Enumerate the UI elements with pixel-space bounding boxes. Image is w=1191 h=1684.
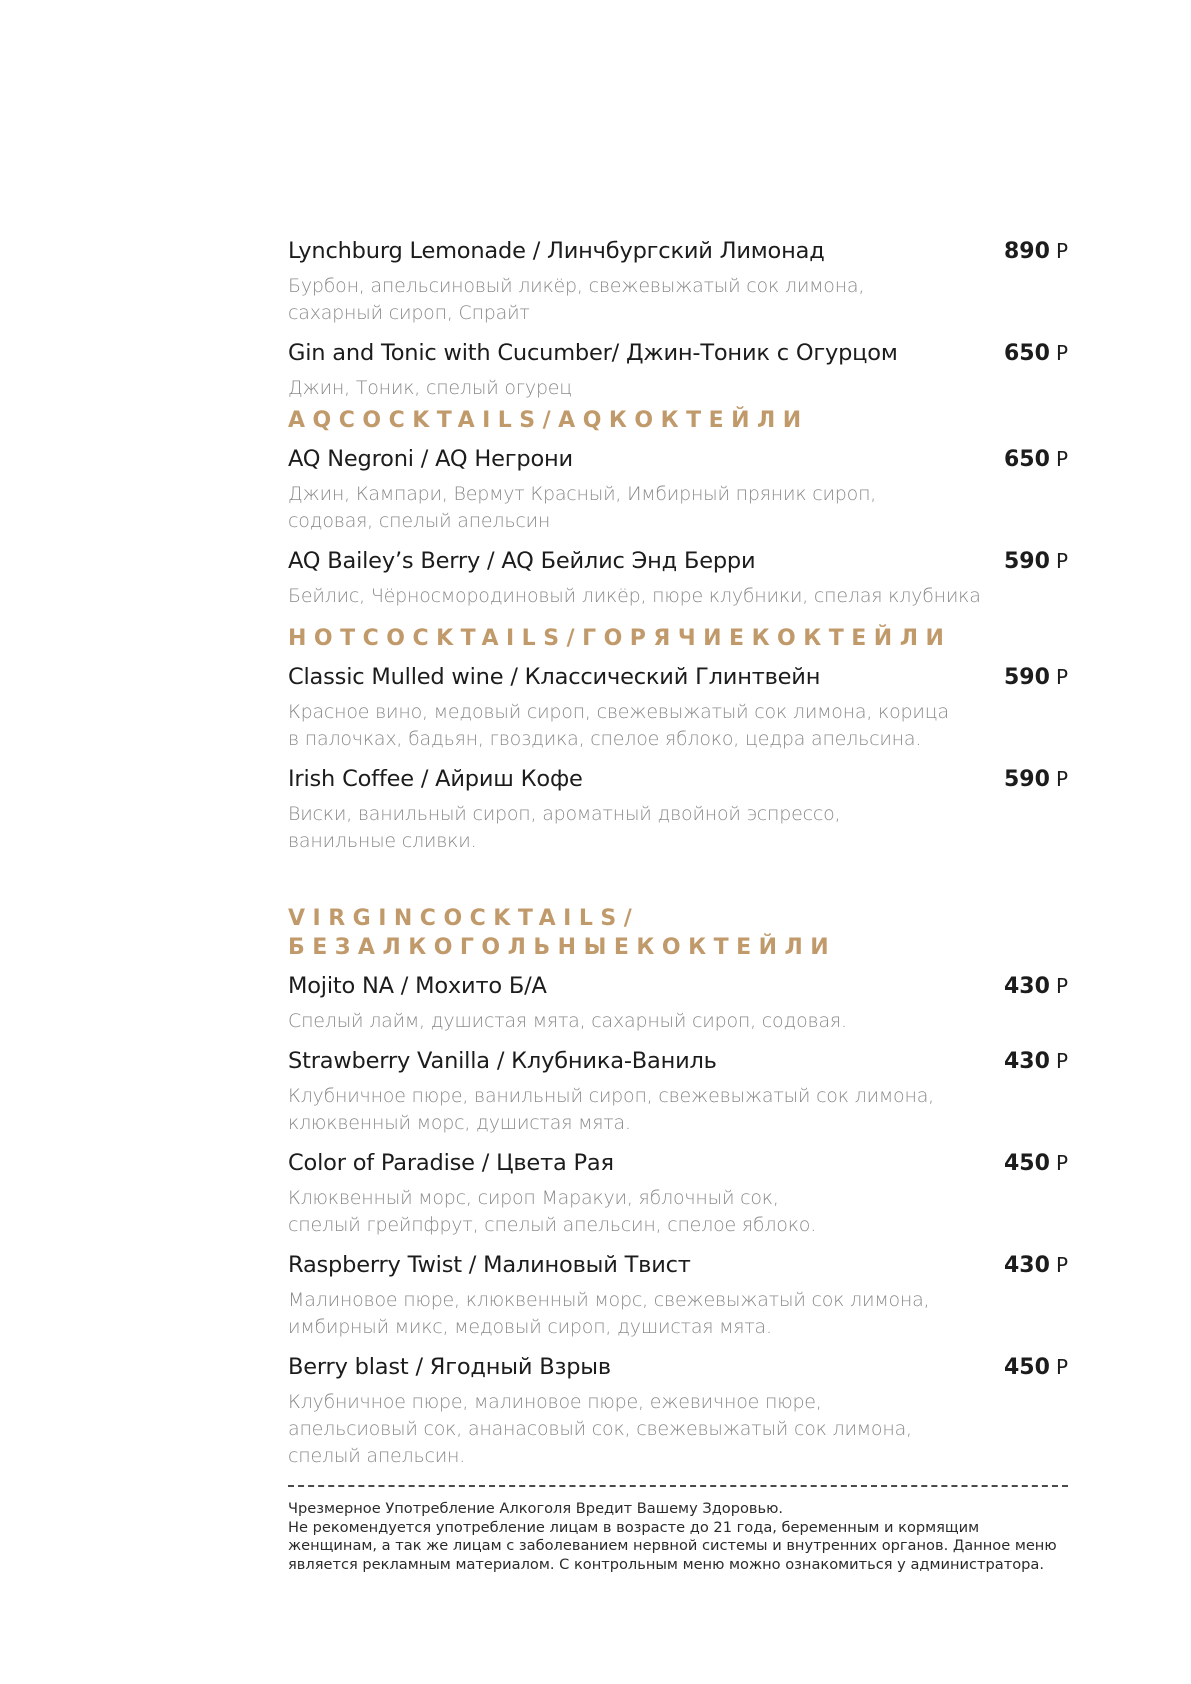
item-name: Lynchburg Lemonade / Линчбургский Лимонад (288, 238, 825, 264)
price-amount: 590 (1004, 665, 1050, 690)
disclaimer-line: является рекламным материалом. С контрольным меню можно ознакомиться у администратора. (288, 1555, 1045, 1573)
item-name: Color of Paradise / Цвета Рая (288, 1150, 614, 1176)
description-line: Джин, Тоник, спелый огурец (288, 377, 573, 399)
description-line: Клюквенный морс, сироп Маракуи, яблочный сок, (288, 1187, 779, 1209)
item-description (288, 1008, 1068, 1035)
section-title-line: AQCOCKTAILS/AQКОКТЕЙЛИ (288, 408, 809, 433)
item-price (1004, 1148, 1068, 1179)
description-line: Клубничное пюре, ванильный сироп, свежевыжатый сок лимона, (288, 1085, 934, 1107)
menu-item (288, 662, 1068, 753)
description-line: клюквенный морс, душистая мята. (288, 1112, 631, 1134)
item-name: Mojito NA / Мохито Б/А (288, 973, 547, 999)
section-virgin-cocktails (288, 904, 1068, 1470)
disclaimer-line: Чрезмерное Употребление Алкоголя Вредит Вашему Здоровью. (288, 1500, 784, 1517)
item-price (1004, 236, 1068, 267)
currency-sign: Р (1055, 1151, 1068, 1175)
item-description (288, 1389, 1068, 1470)
description-line: имбирный микс, медовый сироп, душистая мята. (288, 1316, 772, 1338)
description-line: Красное вино, медовый сироп, свежевыжатый сок лимона, корица (288, 701, 949, 723)
item-description (288, 801, 1068, 855)
description-line: Виски, ванильный сироп, ароматный двойной эспрессо, (288, 803, 841, 825)
price-amount: 430 (1004, 974, 1050, 999)
currency-sign: Р (1055, 665, 1068, 689)
menu-item (288, 971, 1068, 1035)
currency-sign: Р (1055, 767, 1068, 791)
item-price (1004, 764, 1068, 795)
menu-item (288, 546, 1068, 610)
section-title (288, 904, 1068, 962)
item-description (288, 481, 1068, 535)
section-hot-cocktails (288, 624, 1068, 855)
item-description (288, 699, 1068, 753)
description-line: в палочках, бадьян, гвоздика, спелое яблоко, цедра апельсина. (288, 728, 922, 750)
section-title (288, 624, 1068, 653)
description-line: содовая, спелый апельсин (288, 510, 551, 532)
item-name: Berry blast / Ягодный Взрыв (288, 1354, 611, 1380)
price-amount: 450 (1004, 1355, 1050, 1380)
description-line: Клубничное пюре, малиновое пюре, ежевичное пюре, (288, 1391, 822, 1413)
price-amount: 430 (1004, 1253, 1050, 1278)
item-price (1004, 338, 1068, 369)
dashed-divider (288, 1485, 1068, 1487)
item-name: Irish Coffee / Айриш Кофе (288, 766, 583, 792)
item-description (288, 1287, 1068, 1341)
price-amount: 430 (1004, 1049, 1050, 1074)
menu-item (288, 1046, 1068, 1137)
price-amount: 590 (1004, 549, 1050, 574)
section-aq-cocktails (288, 406, 1068, 610)
item-name: Raspberry Twist / Малиновый Твист (288, 1252, 691, 1278)
section-title-line: БЕЗАЛКОГОЛЬНЫЕКОКТЕЙЛИ (288, 935, 837, 960)
item-price (1004, 444, 1068, 475)
price-amount: 590 (1004, 767, 1050, 792)
item-name: Gin and Tonic with Cucumber/ Джин-Тоник с Огурцом (288, 340, 898, 366)
description-line: Бейлис, Чёрносмородиновый ликёр, пюре клубники, спелая клубника (288, 585, 981, 607)
currency-sign: Р (1055, 1355, 1068, 1379)
description-line: апельсиовый сок, ананасовый сок, свежевыжатый сок лимона, (288, 1418, 912, 1440)
item-price (1004, 1250, 1068, 1281)
menu-item (288, 1148, 1068, 1239)
item-name: AQ Negroni / AQ Негрони (288, 446, 573, 472)
currency-sign: Р (1055, 341, 1068, 365)
menu-item (288, 1352, 1068, 1470)
price-amount: 890 (1004, 239, 1050, 264)
item-description (288, 1083, 1068, 1137)
menu-item (288, 764, 1068, 855)
description-line: спелый апельсин. (288, 1445, 466, 1467)
description-line: Спелый лайм, душистая мята, сахарный сироп, содовая. (288, 1010, 847, 1032)
item-description (288, 1185, 1068, 1239)
currency-sign: Р (1055, 974, 1068, 998)
item-name: Classic Mulled wine / Классический Глинтвейн (288, 664, 821, 690)
item-price (1004, 662, 1068, 693)
disclaimer-line: женщинам, а так же лицам с заболеванием нервной системы и внутренних органов. Данное меню (288, 1537, 1057, 1554)
disclaimer-line: Не рекомендуется употребление лицам в возрасте до 21 года, беременным и кормящим (288, 1518, 980, 1536)
currency-sign: Р (1055, 239, 1068, 263)
currency-sign: Р (1055, 1049, 1068, 1073)
menu-item (288, 338, 1068, 402)
item-price (1004, 971, 1068, 1002)
item-name: Strawberry Vanilla / Клубника-Ваниль (288, 1048, 717, 1074)
price-amount: 450 (1004, 1151, 1050, 1176)
description-line: сахарный сироп, Спрайт (288, 302, 530, 324)
menu-item (288, 444, 1068, 535)
section-title-line: VIRGINCOCKTAILS/ (288, 906, 640, 931)
description-line: Малиновое пюре, клюквенный морс, свежевыжатый сок лимона, (288, 1289, 930, 1311)
section-title-line: HOTCOCKTAILS/ГОРЯЧИЕКОКТЕЙЛИ (288, 626, 952, 651)
menu-item (288, 236, 1068, 327)
currency-sign: Р (1055, 549, 1068, 573)
description-line: спелый грейпфрут, спелый апельсин, спелое яблоко. (288, 1214, 817, 1236)
item-description (288, 375, 1068, 402)
currency-sign: Р (1055, 1253, 1068, 1277)
menu-item (288, 1250, 1068, 1341)
currency-sign: Р (1055, 447, 1068, 471)
price-amount: 650 (1004, 447, 1050, 472)
item-price (1004, 1046, 1068, 1077)
section-title (288, 406, 1068, 435)
health-disclaimer (288, 1500, 1068, 1574)
item-description (288, 583, 1068, 610)
top-items (288, 236, 1068, 402)
price-amount: 650 (1004, 341, 1050, 366)
item-description (288, 273, 1068, 327)
description-line: Джин, Кампари, Вермут Красный, Имбирный пряник сироп, (288, 483, 877, 505)
item-price (1004, 546, 1068, 577)
item-price (1004, 1352, 1068, 1383)
description-line: ванильные сливки. (288, 830, 477, 852)
description-line: Бурбон, апельсиновый ликёр, свежевыжатый сок лимона, (288, 275, 865, 297)
item-name: AQ Bailey’s Berry / AQ Бейлис Энд Берри (288, 548, 756, 574)
